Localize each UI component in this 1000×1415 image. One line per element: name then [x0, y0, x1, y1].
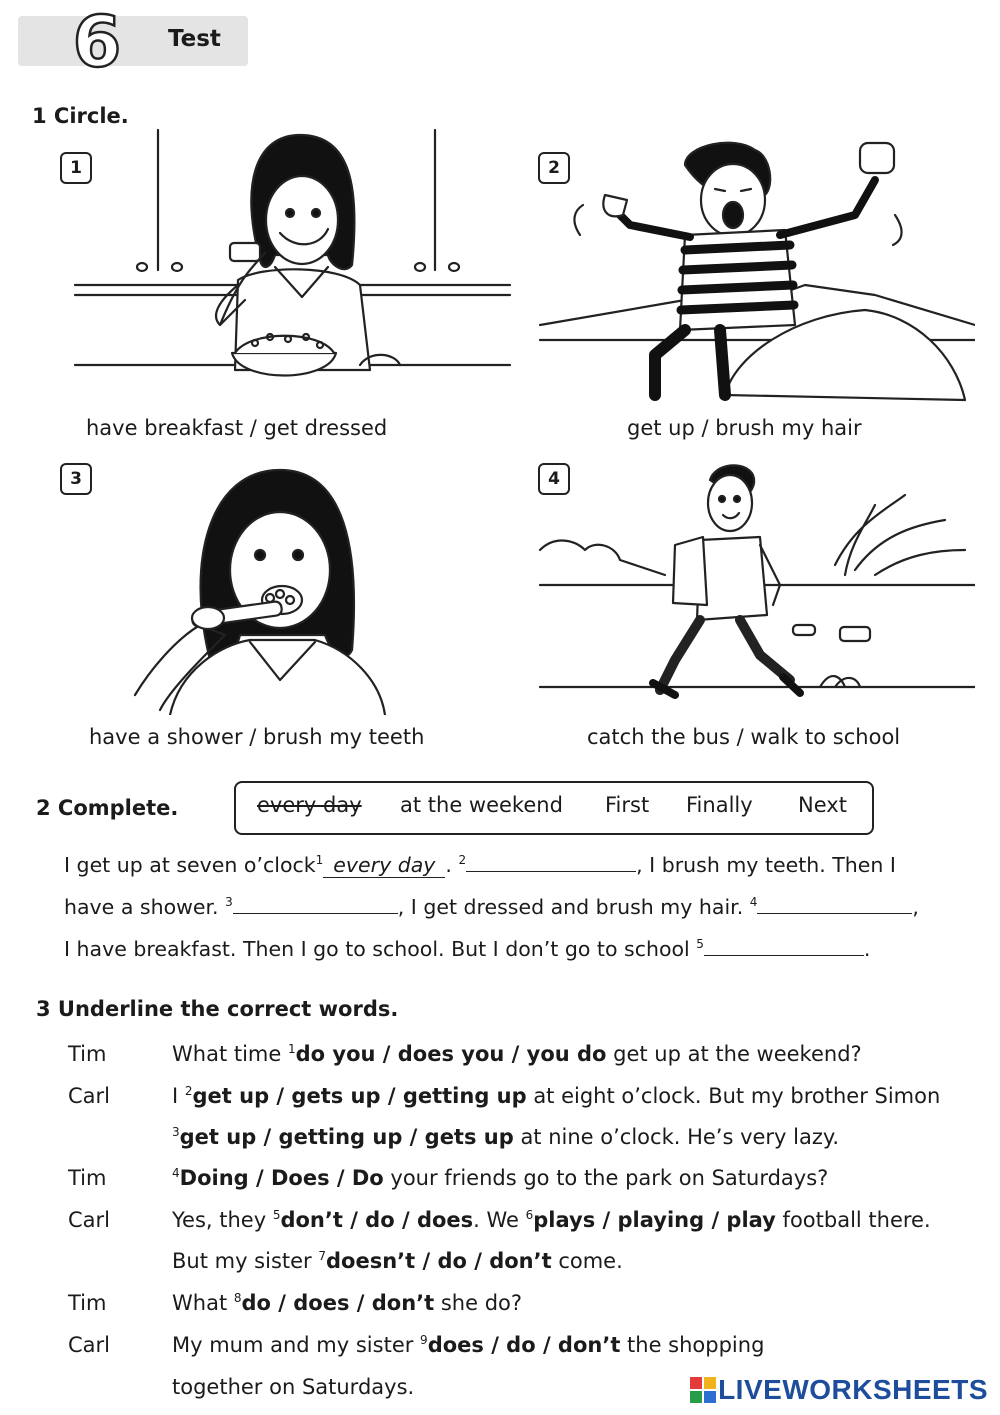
complete-line-3	[64, 935, 870, 961]
section1-title: 1 Circle.	[32, 104, 129, 128]
options-2[interactable]: get up / gets up / getting up	[192, 1084, 527, 1108]
picture-have-breakfast	[70, 125, 515, 410]
caption-item-4: catch the bus / walk to school	[587, 725, 901, 749]
speaker-label: Carl	[68, 1333, 110, 1357]
question-mark: 6	[525, 1208, 534, 1222]
gap-mark: 2	[458, 853, 467, 868]
dialogue-line-6	[172, 1249, 623, 1273]
question-mark: 2	[184, 1084, 193, 1098]
options-9[interactable]: does / do / don’t	[427, 1333, 621, 1357]
speaker-label: Tim	[68, 1042, 107, 1066]
caption-item-3: have a shower / brush my teeth	[89, 725, 425, 749]
options-6[interactable]: plays / playing / play	[533, 1208, 776, 1232]
options-8[interactable]: do / does / don’t	[241, 1291, 435, 1315]
liveworksheets-brand[interactable]: LIVEWORKSHEETS	[718, 1374, 988, 1405]
word-bank-item: at the weekend	[400, 793, 563, 817]
item-number-2: 2	[538, 152, 570, 184]
options-1[interactable]: do you / does you / you do	[295, 1042, 607, 1066]
word-bank-item: every day	[257, 793, 362, 817]
text-segment: Yes, they	[172, 1208, 273, 1232]
section3-title: 3 Underline the correct words.	[36, 997, 399, 1021]
dialogue-line-3	[172, 1125, 839, 1149]
text-segment: at nine o’clock. He’s very lazy.	[513, 1125, 839, 1149]
answer-gap-5[interactable]	[704, 935, 864, 956]
text-segment: come.	[551, 1249, 623, 1273]
dialogue-line-7	[172, 1291, 522, 1315]
text-segment: , I get dressed and brush my hair.	[397, 895, 750, 919]
options-7[interactable]: doesn’t / do / don’t	[326, 1249, 552, 1273]
unit-number-badge	[66, 6, 128, 76]
answer-gap-4[interactable]	[757, 893, 912, 914]
text-segment: I	[172, 1084, 185, 1108]
text-segment: What time	[172, 1042, 288, 1066]
text-segment: .	[863, 937, 871, 961]
dialogue-line-2	[172, 1084, 940, 1108]
speaker-label: Tim	[68, 1166, 107, 1190]
dialogue-line-5	[172, 1208, 931, 1232]
answer-gap-2[interactable]	[466, 851, 636, 872]
options-4[interactable]: Doing / Does / Do	[179, 1166, 384, 1190]
gap-mark: 1	[315, 853, 324, 868]
text-segment: get up at the weekend?	[606, 1042, 862, 1066]
question-mark: 5	[272, 1208, 281, 1222]
complete-line-1	[64, 851, 896, 878]
section2-title: 2 Complete.	[36, 796, 179, 820]
question-mark: 4	[172, 1166, 180, 1180]
text-segment: football there.	[775, 1208, 931, 1232]
gap-mark: 5	[696, 937, 704, 952]
answer-gap-1[interactable]: every day	[323, 853, 445, 878]
question-mark: 7	[318, 1249, 327, 1263]
text-segment: have a shower.	[64, 895, 226, 919]
complete-line-2	[64, 893, 919, 919]
picture-brush-teeth	[130, 460, 450, 715]
item-number-3: 3	[60, 463, 92, 495]
item-number-1: 1	[60, 152, 92, 184]
question-mark: 9	[420, 1333, 428, 1347]
word-bank-item: Finally	[686, 793, 753, 817]
word-bank-item: First	[605, 793, 650, 817]
speaker-label: Carl	[68, 1084, 110, 1108]
text-segment: .	[445, 853, 459, 877]
answer-gap-3[interactable]	[233, 893, 398, 914]
dialogue-line-4	[172, 1166, 828, 1190]
speaker-label: Tim	[68, 1291, 107, 1315]
text-segment: , I brush my teeth. Then I	[636, 853, 896, 877]
text-segment: My mum and my sister	[172, 1333, 421, 1357]
caption-item-2: get up / brush my hair	[627, 416, 862, 440]
dialogue-line-8	[172, 1333, 764, 1357]
text-segment: What	[172, 1291, 234, 1315]
text-segment: at eight o’clock. But my brother Simon	[526, 1084, 941, 1108]
word-bank-item: Next	[798, 793, 847, 817]
page-title: Test	[168, 26, 221, 52]
question-mark: 1	[287, 1042, 296, 1056]
gap-mark: 3	[225, 895, 233, 910]
text-segment: . We	[473, 1208, 526, 1232]
picture-walk-to-school	[535, 455, 975, 715]
text-segment: your friends go to the park on Saturdays?	[383, 1166, 829, 1190]
picture-get-up	[535, 125, 975, 410]
text-segment: I have breakfast. Then I go to school. But I don’t go to school	[64, 937, 697, 961]
unit-number: 6	[72, 6, 122, 76]
speaker-label: Carl	[68, 1208, 110, 1232]
question-mark: 8	[233, 1291, 242, 1305]
text-segment: the shopping	[620, 1333, 765, 1357]
caption-item-1: have breakfast / get dressed	[86, 416, 388, 440]
question-mark: 3	[172, 1125, 180, 1139]
dialogue-line-1	[172, 1042, 862, 1066]
text-segment: ,	[912, 895, 919, 919]
item-number-4: 4	[538, 463, 570, 495]
text-segment: But my sister	[172, 1249, 319, 1273]
liveworksheets-logo-icon	[689, 1376, 717, 1404]
text-segment: I get up at seven o’clock	[64, 853, 316, 877]
options-3[interactable]: get up / getting up / gets up	[179, 1125, 514, 1149]
options-5[interactable]: don’t / do / does	[280, 1208, 474, 1232]
dialogue-line-9: together on Saturdays.	[172, 1375, 415, 1399]
gap-mark: 4	[749, 895, 758, 910]
text-segment: she do?	[434, 1291, 523, 1315]
